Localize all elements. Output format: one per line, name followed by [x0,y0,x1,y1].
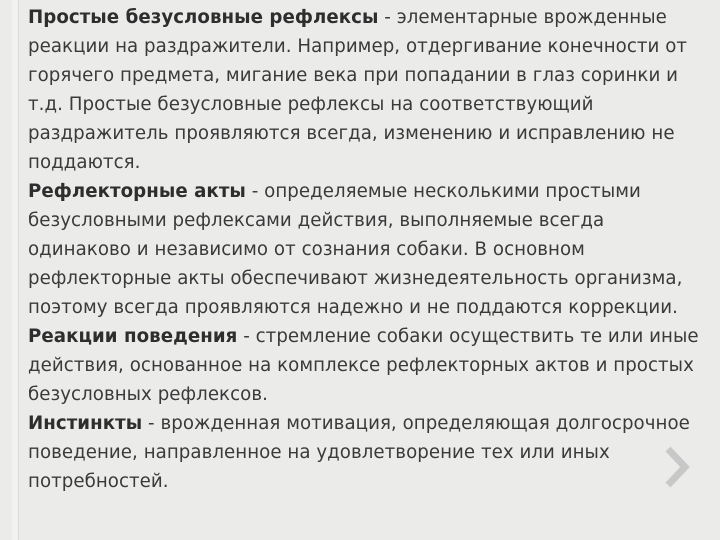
chevron-right-icon [664,446,690,488]
definition-reflex-acts: - определяемые несколькими простыми безусловными рефлексами действия, выполняемые всегда одинаково и независимо от сознания собаки. В основном рефлекторные акты обеспечивают жизнедеятельность организма, поэтому всегда проявляются надежно и не поддаются коррекции. [28,181,683,318]
term-instincts: Инстинкты [28,413,143,434]
paragraph-instincts [28,409,712,496]
term-reflex-acts: Рефлекторные акты [28,181,246,202]
left-accent-bar [12,0,19,540]
slide-body [28,3,712,496]
definition-behavior-reactions: - стремление собаки осуществить те или иные действия, основанное на комплексе рефлекторных актов и простых безусловных рефлексов. [28,326,699,405]
definition-instincts: - врожденная мотивация, определяющая долгосрочное поведение, направленное на удовлетворение тех или иных потребностей. [28,413,690,492]
paragraph-simple-reflexes [28,3,712,177]
paragraph-reflex-acts [28,177,712,322]
paragraph-behavior-reactions [28,322,712,409]
term-behavior-reactions: Реакции поведения [28,326,238,347]
term-simple-reflexes: Простые безусловные рефлексы [28,7,379,28]
next-slide-button[interactable] [664,446,690,488]
definition-simple-reflexes: - элементарные врожденные реакции на раздражители. Например, отдергивание конечности от горячего предмета, мигание века при попадании в глаз соринки и т.д. Простые безусловные рефлексы на соответствующий раздражитель проявляются всегда, изменению и исправлению не поддаются. [28,7,688,173]
